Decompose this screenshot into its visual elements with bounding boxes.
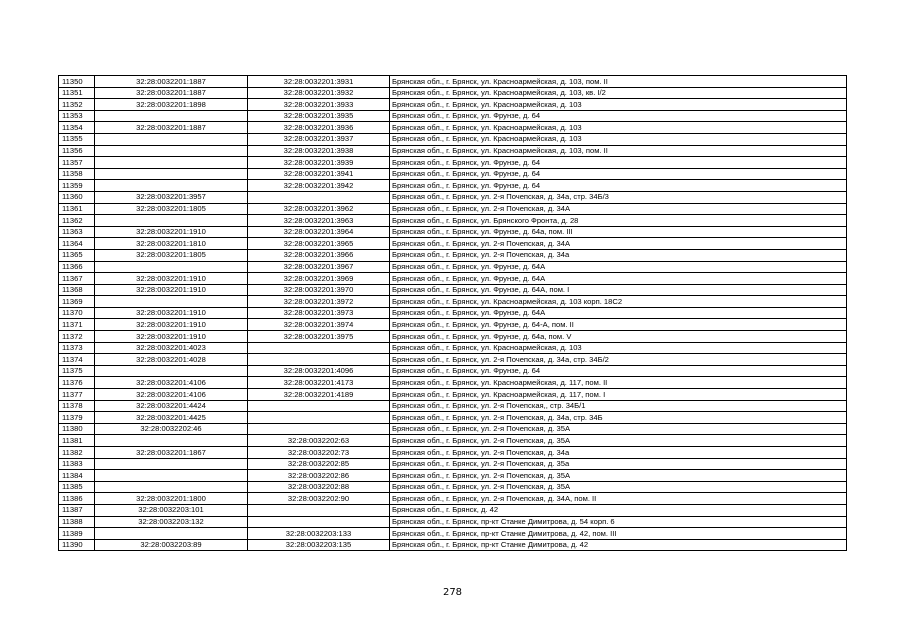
- cadastral-number-cell: 32:28:0032201:3933: [248, 99, 390, 111]
- cadastral-number-cell: 32:28:0032201:3931: [248, 76, 390, 88]
- row-number-cell: 11382: [59, 447, 95, 459]
- table-row: [59, 226, 847, 238]
- parent-cadastral-number-cell: 32:28:0032201:1805: [95, 249, 248, 261]
- cadastral-number-cell: [248, 504, 390, 516]
- address-cell: Брянская обл., г. Брянск, ул. 2-я Почепская, д. 34а, стр. 34Б/3: [390, 191, 847, 203]
- row-number-cell: 11367: [59, 273, 95, 285]
- table-row: [59, 180, 847, 192]
- cadastral-number-cell: 32:28:0032201:3932: [248, 87, 390, 99]
- parent-cadastral-number-cell: 32:28:0032201:3957: [95, 191, 248, 203]
- row-number-cell: 11353: [59, 110, 95, 122]
- cadastral-number-cell: 32:28:0032202:88: [248, 481, 390, 493]
- cadastral-number-cell: 32:28:0032201:3965: [248, 238, 390, 250]
- address-cell: Брянская обл., г. Брянск, ул. Брянского Фронта, д. 28: [390, 215, 847, 227]
- cadastral-number-cell: [248, 342, 390, 354]
- parent-cadastral-number-cell: 32:28:0032201:1910: [95, 284, 248, 296]
- address-cell: Брянская обл., г. Брянск, ул. 2-я Почепская, д. 35А: [390, 423, 847, 435]
- row-number-cell: 11379: [59, 412, 95, 424]
- cadastral-number-cell: 32:28:0032201:3969: [248, 273, 390, 285]
- cadastral-number-cell: [248, 400, 390, 412]
- page-number: 278: [442, 587, 463, 598]
- address-cell: Брянская обл., г. Брянск, ул. Фрунзе, д. 64А: [390, 261, 847, 273]
- address-cell: Брянская обл., г. Брянск, д. 42: [390, 504, 847, 516]
- table-row: [59, 191, 847, 203]
- cadastral-number-cell: 32:28:0032201:3970: [248, 284, 390, 296]
- row-number-cell: 11364: [59, 238, 95, 250]
- address-cell: Брянская обл., г. Брянск, ул. 2-я Почепская, д. 34А: [390, 238, 847, 250]
- table-row: [59, 377, 847, 389]
- address-cell: Брянская обл., г. Брянск, пр-кт Станке Димитрова, д. 54 корп. 6: [390, 516, 847, 528]
- parent-cadastral-number-cell: 32:28:0032201:4106: [95, 377, 248, 389]
- table-row: [59, 261, 847, 273]
- cadastral-number-cell: [248, 191, 390, 203]
- row-number-cell: 11357: [59, 157, 95, 169]
- parent-cadastral-number-cell: 32:28:0032201:4023: [95, 342, 248, 354]
- table-row: [59, 354, 847, 366]
- table-row: [59, 157, 847, 169]
- cadastral-table: [58, 75, 847, 551]
- address-cell: Брянская обл., г. Брянск, ул. Фрунзе, д. 64: [390, 180, 847, 192]
- row-number-cell: 11376: [59, 377, 95, 389]
- parent-cadastral-number-cell: 32:28:0032201:1805: [95, 203, 248, 215]
- address-cell: Брянская обл., г. Брянск, ул. Красноармейская, д. 103, кв. I/2: [390, 87, 847, 99]
- row-number-cell: 11380: [59, 423, 95, 435]
- table-row: [59, 365, 847, 377]
- address-cell: Брянская обл., г. Брянск, ул. Красноармейская, д. 103, пом. II: [390, 76, 847, 88]
- parent-cadastral-number-cell: 32:28:0032201:1887: [95, 76, 248, 88]
- row-number-cell: 11359: [59, 180, 95, 192]
- table-row: [59, 110, 847, 122]
- table-row: [59, 342, 847, 354]
- parent-cadastral-number-cell: 32:28:0032203:89: [95, 539, 248, 551]
- cadastral-number-cell: 32:28:0032201:3963: [248, 215, 390, 227]
- parent-cadastral-number-cell: 32:28:0032201:1810: [95, 238, 248, 250]
- row-number-cell: 11388: [59, 516, 95, 528]
- parent-cadastral-number-cell: 32:28:0032201:1910: [95, 226, 248, 238]
- row-number-cell: 11363: [59, 226, 95, 238]
- parent-cadastral-number-cell: [95, 261, 248, 273]
- parent-cadastral-number-cell: [95, 296, 248, 308]
- address-cell: Брянская обл., г. Брянск, ул. Фрунзе, д. 64: [390, 365, 847, 377]
- address-cell: Брянская обл., г. Брянск, ул. 2-я Почепская, д. 34а: [390, 447, 847, 459]
- parent-cadastral-number-cell: [95, 458, 248, 470]
- table-row: [59, 319, 847, 331]
- row-number-cell: 11373: [59, 342, 95, 354]
- table-row: [59, 87, 847, 99]
- address-cell: Брянская обл., г. Брянск, ул. Красноармейская, д. 103: [390, 99, 847, 111]
- cadastral-number-cell: 32:28:0032201:3941: [248, 168, 390, 180]
- row-number-cell: 11358: [59, 168, 95, 180]
- cadastral-number-cell: 32:28:0032201:3942: [248, 180, 390, 192]
- address-cell: Брянская обл., г. Брянск, ул. 2-я Почепская, д. 34а: [390, 249, 847, 261]
- address-cell: Брянская обл., г. Брянск, ул. Фрунзе, д. 64А: [390, 273, 847, 285]
- table-row: [59, 145, 847, 157]
- row-number-cell: 11360: [59, 191, 95, 203]
- table-row: [59, 76, 847, 88]
- address-cell: Брянская обл., г. Брянск, ул. 2-я Почепская,, стр. 34Б/1: [390, 400, 847, 412]
- address-cell: Брянская обл., г. Брянск, ул. 2-я Почепская, д. 35А: [390, 470, 847, 482]
- row-number-cell: 11368: [59, 284, 95, 296]
- address-cell: Брянская обл., г. Брянск, ул. Красноармейская, д. 103 корп. 18С2: [390, 296, 847, 308]
- row-number-cell: 11365: [59, 249, 95, 261]
- row-number-cell: 11378: [59, 400, 95, 412]
- parent-cadastral-number-cell: 32:28:0032202:46: [95, 423, 248, 435]
- cadastral-number-cell: 32:28:0032203:133: [248, 528, 390, 540]
- parent-cadastral-number-cell: [95, 168, 248, 180]
- parent-cadastral-number-cell: 32:28:0032201:4424: [95, 400, 248, 412]
- address-cell: Брянская обл., г. Брянск, ул. 2-я Почепская, д. 35а: [390, 458, 847, 470]
- parent-cadastral-number-cell: 32:28:0032201:1910: [95, 331, 248, 343]
- cadastral-number-cell: [248, 423, 390, 435]
- table-row: [59, 307, 847, 319]
- table-row: [59, 273, 847, 285]
- cadastral-number-cell: 32:28:0032201:3962: [248, 203, 390, 215]
- address-cell: Брянская обл., г. Брянск, ул. Фрунзе, д. 64: [390, 110, 847, 122]
- address-cell: Брянская обл., г. Брянск, ул. 2-я Почепская, д. 34а, стр. 34Б/2: [390, 354, 847, 366]
- table-row: [59, 481, 847, 493]
- parent-cadastral-number-cell: [95, 481, 248, 493]
- table-row: [59, 331, 847, 343]
- row-number-cell: 11352: [59, 99, 95, 111]
- table-row: [59, 122, 847, 134]
- parent-cadastral-number-cell: [95, 470, 248, 482]
- address-cell: Брянская обл., г. Брянск, пр-кт Станке Димитрова, д. 42, пом. III: [390, 528, 847, 540]
- row-number-cell: 11366: [59, 261, 95, 273]
- address-cell: Брянская обл., г. Брянск, ул. Красноармейская, д. 103: [390, 133, 847, 145]
- row-number-cell: 11350: [59, 76, 95, 88]
- row-number-cell: 11390: [59, 539, 95, 551]
- cadastral-number-cell: [248, 516, 390, 528]
- address-cell: Брянская обл., г. Брянск, ул. Красноармейская, д. 117, пом. I: [390, 389, 847, 401]
- address-cell: Брянская обл., г. Брянск, ул. Красноармейская, д. 103: [390, 122, 847, 134]
- cadastral-number-cell: 32:28:0032201:3967: [248, 261, 390, 273]
- cadastral-number-cell: 32:28:0032203:135: [248, 539, 390, 551]
- row-number-cell: 11389: [59, 528, 95, 540]
- row-number-cell: 11383: [59, 458, 95, 470]
- cadastral-number-cell: 32:28:0032201:3974: [248, 319, 390, 331]
- row-number-cell: 11356: [59, 145, 95, 157]
- row-number-cell: 11377: [59, 389, 95, 401]
- cadastral-number-cell: 32:28:0032201:4189: [248, 389, 390, 401]
- cadastral-number-cell: 32:28:0032201:3938: [248, 145, 390, 157]
- table-row: [59, 389, 847, 401]
- parent-cadastral-number-cell: 32:28:0032201:1910: [95, 319, 248, 331]
- cadastral-number-cell: 32:28:0032201:3966: [248, 249, 390, 261]
- table-row: [59, 133, 847, 145]
- parent-cadastral-number-cell: [95, 180, 248, 192]
- parent-cadastral-number-cell: [95, 110, 248, 122]
- address-cell: Брянская обл., г. Брянск, ул. Фрунзе, д. 64а, пом. V: [390, 331, 847, 343]
- address-cell: Брянская обл., г. Брянск, ул. 2-я Почепская, д. 34а, стр. 34Б: [390, 412, 847, 424]
- row-number-cell: 11385: [59, 481, 95, 493]
- row-number-cell: 11386: [59, 493, 95, 505]
- cadastral-number-cell: 32:28:0032202:63: [248, 435, 390, 447]
- row-number-cell: 11381: [59, 435, 95, 447]
- row-number-cell: 11361: [59, 203, 95, 215]
- table-row: [59, 412, 847, 424]
- cadastral-number-cell: 32:28:0032202:86: [248, 470, 390, 482]
- row-number-cell: 11375: [59, 365, 95, 377]
- address-cell: Брянская обл., г. Брянск, ул. 2-я Почепская, д. 34А: [390, 203, 847, 215]
- cadastral-number-cell: 32:28:0032201:3939: [248, 157, 390, 169]
- table-row: [59, 435, 847, 447]
- table-row: [59, 504, 847, 516]
- parent-cadastral-number-cell: [95, 435, 248, 447]
- parent-cadastral-number-cell: 32:28:0032201:1910: [95, 307, 248, 319]
- row-number-cell: 11371: [59, 319, 95, 331]
- parent-cadastral-number-cell: 32:28:0032203:101: [95, 504, 248, 516]
- row-number-cell: 11372: [59, 331, 95, 343]
- parent-cadastral-number-cell: 32:28:0032201:4425: [95, 412, 248, 424]
- row-number-cell: 11370: [59, 307, 95, 319]
- cadastral-number-cell: 32:28:0032201:3972: [248, 296, 390, 308]
- address-cell: Брянская обл., г. Брянск, ул. Фрунзе, д. 64А, пом. I: [390, 284, 847, 296]
- cadastral-number-cell: [248, 354, 390, 366]
- row-number-cell: 11387: [59, 504, 95, 516]
- cadastral-number-cell: 32:28:0032202:85: [248, 458, 390, 470]
- cadastral-number-cell: 32:28:0032201:3973: [248, 307, 390, 319]
- parent-cadastral-number-cell: 32:28:0032203:132: [95, 516, 248, 528]
- parent-cadastral-number-cell: 32:28:0032201:1867: [95, 447, 248, 459]
- address-cell: Брянская обл., г. Брянск, ул. Красноармейская, д. 103, пом. II: [390, 145, 847, 157]
- table-row: [59, 423, 847, 435]
- table-row: [59, 400, 847, 412]
- parent-cadastral-number-cell: [95, 528, 248, 540]
- address-cell: Брянская обл., г. Брянск, ул. Фрунзе, д. 64-А, пом. II: [390, 319, 847, 331]
- parent-cadastral-number-cell: 32:28:0032201:1800: [95, 493, 248, 505]
- table-row: [59, 284, 847, 296]
- row-number-cell: 11384: [59, 470, 95, 482]
- table-row: [59, 215, 847, 227]
- table-row: [59, 458, 847, 470]
- table-row: [59, 493, 847, 505]
- address-cell: Брянская обл., г. Брянск, пр-кт Станке Димитрова, д. 42: [390, 539, 847, 551]
- parent-cadastral-number-cell: 32:28:0032201:1887: [95, 87, 248, 99]
- address-cell: Брянская обл., г. Брянск, ул. 2-я Почепская, д. 34А, пом. II: [390, 493, 847, 505]
- cadastral-number-cell: [248, 412, 390, 424]
- cadastral-number-cell: 32:28:0032201:3964: [248, 226, 390, 238]
- address-cell: Брянская обл., г. Брянск, ул. Красноармейская, д. 117, пом. II: [390, 377, 847, 389]
- row-number-cell: 11374: [59, 354, 95, 366]
- cadastral-number-cell: 32:28:0032202:90: [248, 493, 390, 505]
- address-cell: Брянская обл., г. Брянск, ул. Фрунзе, д. 64а, пом. III: [390, 226, 847, 238]
- table-row: [59, 249, 847, 261]
- row-number-cell: 11369: [59, 296, 95, 308]
- table-body: [59, 76, 847, 551]
- address-cell: Брянская обл., г. Брянск, ул. Фрунзе, д. 64А: [390, 307, 847, 319]
- table-row: [59, 528, 847, 540]
- cadastral-number-cell: 32:28:0032202:73: [248, 447, 390, 459]
- table-row: [59, 516, 847, 528]
- parent-cadastral-number-cell: [95, 157, 248, 169]
- address-cell: Брянская обл., г. Брянск, ул. Фрунзе, д. 64: [390, 157, 847, 169]
- table-row: [59, 203, 847, 215]
- parent-cadastral-number-cell: 32:28:0032201:4028: [95, 354, 248, 366]
- table-row: [59, 447, 847, 459]
- parent-cadastral-number-cell: 32:28:0032201:1887: [95, 122, 248, 134]
- parent-cadastral-number-cell: [95, 133, 248, 145]
- cadastral-number-cell: 32:28:0032201:3935: [248, 110, 390, 122]
- table-row: [59, 168, 847, 180]
- cadastral-number-cell: 32:28:0032201:4096: [248, 365, 390, 377]
- table-row: [59, 296, 847, 308]
- parent-cadastral-number-cell: 32:28:0032201:4106: [95, 389, 248, 401]
- address-cell: Брянская обл., г. Брянск, ул. Красноармейская, д. 103: [390, 342, 847, 354]
- address-cell: Брянская обл., г. Брянск, ул. 2-я Почепская, д. 35А: [390, 481, 847, 493]
- row-number-cell: 11351: [59, 87, 95, 99]
- parent-cadastral-number-cell: [95, 365, 248, 377]
- parent-cadastral-number-cell: 32:28:0032201:1898: [95, 99, 248, 111]
- table-row: [59, 470, 847, 482]
- parent-cadastral-number-cell: 32:28:0032201:1910: [95, 273, 248, 285]
- table-row: [59, 99, 847, 111]
- address-cell: Брянская обл., г. Брянск, ул. 2-я Почепская, д. 35А: [390, 435, 847, 447]
- address-cell: Брянская обл., г. Брянск, ул. Фрунзе, д. 64: [390, 168, 847, 180]
- table-row: [59, 539, 847, 551]
- parent-cadastral-number-cell: [95, 215, 248, 227]
- cadastral-number-cell: 32:28:0032201:3936: [248, 122, 390, 134]
- cadastral-number-cell: 32:28:0032201:3975: [248, 331, 390, 343]
- parent-cadastral-number-cell: [95, 145, 248, 157]
- table-row: [59, 238, 847, 250]
- cadastral-number-cell: 32:28:0032201:4173: [248, 377, 390, 389]
- row-number-cell: 11362: [59, 215, 95, 227]
- cadastral-number-cell: 32:28:0032201:3937: [248, 133, 390, 145]
- row-number-cell: 11355: [59, 133, 95, 145]
- row-number-cell: 11354: [59, 122, 95, 134]
